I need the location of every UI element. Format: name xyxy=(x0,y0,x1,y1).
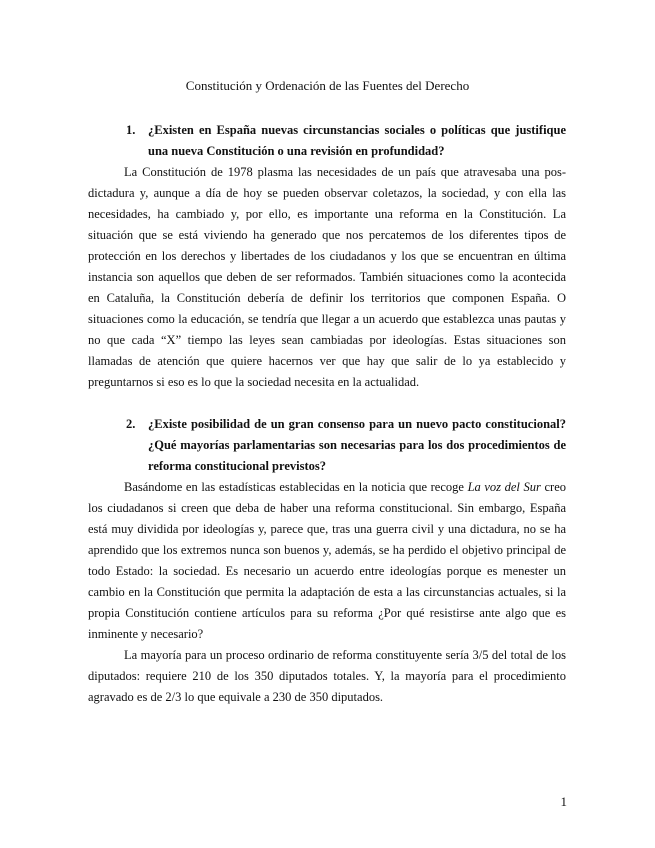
section-1-number: 1. xyxy=(126,123,136,137)
section-2-number: 2. xyxy=(126,417,136,431)
section-1-question-text: ¿Existen en España nuevas circunstancias sociales o políticas que justifique una nueva Constitución o una revisión en profundidad? xyxy=(148,123,566,158)
document-body xyxy=(88,120,566,708)
page-number: 1 xyxy=(560,794,567,809)
section-2-paragraph-2: La mayoría para un proceso ordinario de reforma constituyente sería 3/5 del total de los diputados: requiere 210 de los 350 diputados totales. Y, la mayoría para el procedimiento agravado es de 2/3 lo que equivale a 230 de 350 diputados. xyxy=(88,648,566,704)
document-header-title: Constitución y Ordenación de las Fuentes del Derecho xyxy=(185,78,470,93)
section-2-question-text: ¿Existe posibilidad de un gran consenso para un nuevo pacto constitucional? ¿Qué mayorías parlamentarias son necesarias para los dos procedimientos de reforma constitucional previstos? xyxy=(148,417,566,473)
section-2-paragraph-1 xyxy=(88,477,566,645)
section-spacer xyxy=(88,393,566,414)
section-2-question xyxy=(126,414,566,477)
section-2-paragraph-1-end: creo los ciudadanos si creen que deba de haber una reforma constitucional. Sin embargo, España está muy dividida por ideologías y, parece que, tras una guerra civil y una dictadura, no se ha aprendido que los extremos nunca son buenos y, además, se ha perdido el objetivo principal de todo Estado: la sociedad. Es necesario un acuerdo entre ideologías porque es menester un cambio en la Constitución que permita la adaptación de esta a las circunstancias actuales, si la propia Constitución contiene artículos para su reforma ¿Por qué resistirse ante algo que es inminente y necesario? xyxy=(88,480,567,641)
section-2-paragraph-1-start: Basándome en las estadísticas establecidas en la noticia que recoge xyxy=(124,480,468,494)
news-source-title: La voz del Sur xyxy=(467,480,541,494)
section-1-question xyxy=(126,120,566,162)
section-1-paragraph: La Constitución de 1978 plasma las necesidades de un país que atravesaba una pos-dictadura y, aunque a día de hoy se pueden observar coletazos, la sociedad, y con ella las necesidades, ha cambiado y, por ello, es importante una reforma en la Constitución. La situación que se está viviendo ha generado que nos percatemos de los diferentes tipos de protección en los derechos y libertades de los ciudadanos y los que se encuentran en última instancia son aquellos que deben de ser reformados. También situaciones como la acontecida en Cataluña, la Constitución debería de definir los territorios que componen España. O situaciones como la educación, se tendría que llegar a un acuerdo que establezca unas pautas y no que cada “X” tiempo las leyes sean cambiadas por ideologías. Estas situaciones son llamadas de atención que quiere hacernos ver que hay que salir de lo ya establecido y preguntarnos si eso es lo que la sociedad necesita en la actualidad. xyxy=(88,165,566,389)
